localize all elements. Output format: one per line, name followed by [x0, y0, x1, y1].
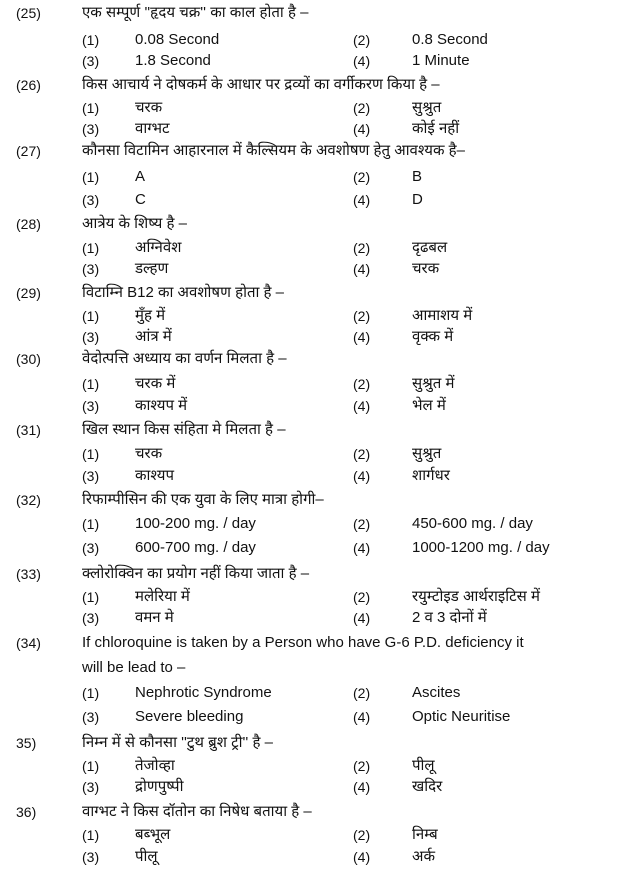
option-number: (1): [82, 100, 100, 116]
option-number: (4): [353, 53, 371, 69]
option-number: (2): [353, 516, 371, 532]
option-number: (4): [353, 398, 371, 414]
question-line: [0, 632, 639, 654]
option-number: (2): [353, 446, 371, 462]
option-text: मुँह में: [135, 307, 166, 324]
option-number: (4): [353, 261, 371, 277]
option-text: आंत्र में: [135, 328, 172, 345]
question-line: [0, 732, 639, 754]
option-text: तेजोव्हा: [135, 757, 175, 774]
question-text: will be lead to –: [82, 659, 186, 676]
question-number: (29): [16, 285, 41, 301]
option-text: वमन मे: [135, 609, 174, 626]
option-number: (3): [82, 540, 100, 556]
option-text: वृक्क में: [412, 328, 454, 345]
option-number: (4): [353, 779, 371, 795]
question-number: (27): [16, 143, 41, 159]
option-text: शार्गधर: [412, 467, 450, 484]
options-row: [0, 189, 639, 211]
question-line-continued: [0, 657, 639, 679]
question-number: (30): [16, 351, 41, 367]
option-number: (4): [353, 121, 371, 137]
question-line: [0, 282, 639, 304]
options-row: [0, 29, 639, 51]
option-text: दृढबल: [412, 239, 448, 256]
option-text: चरक: [135, 445, 163, 462]
question-text: किस आचार्य ने दोषकर्म के आधार पर द्रव्यों का वर्गीकरण किया है –: [82, 76, 440, 93]
option-number: (3): [82, 398, 100, 414]
options-row: [0, 607, 639, 629]
question-line: [0, 419, 639, 441]
option-text: चरक में: [135, 375, 176, 392]
option-number: (3): [82, 192, 100, 208]
option-text: 0.8 Second: [412, 31, 488, 48]
option-text: Optic Neuritise: [412, 708, 511, 725]
option-text: Severe bleeding: [135, 708, 244, 725]
option-text: कोई नहीं: [412, 120, 460, 137]
option-text: डल्हण: [135, 260, 169, 277]
option-number: (3): [82, 779, 100, 795]
option-number: (1): [82, 758, 100, 774]
option-number: (4): [353, 192, 371, 208]
option-text: 1 Minute: [412, 52, 470, 69]
question-number: (33): [16, 566, 41, 582]
option-number: (2): [353, 32, 371, 48]
option-text: 1.8 Second: [135, 52, 211, 69]
option-number: (2): [353, 376, 371, 392]
option-text: निम्ब: [412, 826, 438, 843]
option-text: सुश्रुत: [412, 99, 442, 116]
option-text: 0.08 Second: [135, 31, 220, 48]
option-number: (2): [353, 240, 371, 256]
option-text: अर्क: [412, 848, 435, 865]
question-text: कौनसा विटामिन आहारनाल में कैल्सियम के अवशोषण हेतु आवश्यक है–: [82, 142, 465, 159]
question-text: एक सम्पूर्ण ''हृदय चक्र'' का काल होता है –: [82, 4, 309, 21]
option-text: अग्निवेश: [135, 239, 182, 256]
question-number: (34): [16, 635, 41, 651]
option-number: (4): [353, 610, 371, 626]
option-number: (3): [82, 121, 100, 137]
options-row: [0, 465, 639, 487]
options-row: [0, 706, 639, 728]
question-line: [0, 801, 639, 823]
question-text: विटाम्नि B12 का अवशोषण होता है –: [82, 284, 285, 301]
question-text: निम्न में से कौनसा ''टुथ ब्रुश ट्री'' है –: [82, 734, 273, 751]
option-number: (4): [353, 468, 371, 484]
options-row: [0, 166, 639, 188]
option-number: (1): [82, 827, 100, 843]
question-number: (25): [16, 5, 41, 21]
option-text: चरक: [412, 260, 440, 277]
option-text: B: [412, 168, 423, 185]
options-row: [0, 237, 639, 259]
options-row: [0, 537, 639, 559]
option-number: (3): [82, 53, 100, 69]
option-text: A: [135, 168, 146, 185]
question-text: आत्रेय के शिष्य है –: [82, 215, 187, 232]
options-row: [0, 50, 639, 72]
option-text: भेल में: [412, 397, 446, 414]
option-number: (3): [82, 468, 100, 484]
option-text: पीलू: [135, 848, 158, 865]
option-text: वाग्भट: [135, 120, 170, 137]
option-text: सुश्रुत में: [412, 375, 455, 392]
option-number: (1): [82, 32, 100, 48]
option-text: बब्भूल: [135, 826, 171, 843]
option-text: Nephrotic Syndrome: [135, 684, 272, 701]
option-text: काश्यप: [135, 467, 175, 484]
option-number: (2): [353, 827, 371, 843]
option-text: सुश्रुत: [412, 445, 442, 462]
options-row: [0, 755, 639, 777]
options-row: [0, 586, 639, 608]
options-row: [0, 258, 639, 280]
options-row: [0, 824, 639, 846]
question-line: [0, 348, 639, 370]
option-text: 450-600 mg. / day: [412, 515, 533, 532]
option-number: (1): [82, 376, 100, 392]
option-number: (1): [82, 446, 100, 462]
options-row: [0, 118, 639, 140]
option-number: (1): [82, 169, 100, 185]
question-number: 36): [16, 804, 37, 820]
option-number: (2): [353, 758, 371, 774]
option-number: (1): [82, 685, 100, 701]
options-row: [0, 326, 639, 348]
question-text: वाग्भट ने किस दॉतोन का निषेध बताया है –: [82, 803, 312, 820]
question-number: (32): [16, 492, 41, 508]
option-text: 1000-1200 mg. / day: [412, 539, 550, 556]
question-text: रिफाम्पीसिन की एक युवा के लिए मात्रा होगी–: [82, 491, 324, 508]
option-number: (4): [353, 709, 371, 725]
option-number: (3): [82, 261, 100, 277]
question-number: (26): [16, 77, 41, 93]
options-row: [0, 305, 639, 327]
option-text: चरक: [135, 99, 163, 116]
option-number: (3): [82, 329, 100, 345]
option-number: (1): [82, 589, 100, 605]
option-number: (2): [353, 100, 371, 116]
option-number: (3): [82, 610, 100, 626]
question-line: [0, 140, 639, 162]
option-text: रयुम्टोइड आर्थराइटिस में: [412, 588, 540, 605]
option-text: Ascites: [412, 684, 461, 701]
option-text: खदिर: [412, 778, 443, 795]
question-line: [0, 74, 639, 96]
option-text: पीलू: [412, 757, 435, 774]
option-number: (1): [82, 516, 100, 532]
options-row: [0, 846, 639, 868]
option-number: (2): [353, 169, 371, 185]
options-row: [0, 97, 639, 119]
option-text: आमाशय में: [412, 307, 473, 324]
option-number: (4): [353, 540, 371, 556]
question-text: क्लोरोक्विन का प्रयोग नहीं किया जाता है –: [82, 565, 310, 582]
option-number: (2): [353, 589, 371, 605]
question-text: If chloroquine is taken by a Person who have G-6 P.D. deficiency it: [82, 634, 524, 651]
options-row: [0, 443, 639, 465]
option-number: (2): [353, 685, 371, 701]
option-text: D: [412, 191, 423, 208]
question-number: 35): [16, 735, 37, 751]
question-text: वेदोत्पत्ति अध्याय का वर्णन मिलता है –: [82, 350, 287, 367]
options-row: [0, 373, 639, 395]
option-text: 600-700 mg. / day: [135, 539, 256, 556]
option-number: (4): [353, 329, 371, 345]
options-row: [0, 776, 639, 798]
options-row: [0, 513, 639, 535]
question-text: खिल स्थान किस संहिता मे मिलता है –: [82, 421, 286, 438]
option-number: (3): [82, 849, 100, 865]
option-text: काश्यप में: [135, 397, 188, 414]
options-row: [0, 682, 639, 704]
question-number: (31): [16, 422, 41, 438]
option-number: (3): [82, 709, 100, 725]
option-number: (1): [82, 308, 100, 324]
options-row: [0, 395, 639, 417]
question-line: [0, 2, 639, 24]
option-text: द्रोणपुष्पी: [135, 778, 184, 795]
question-line: [0, 489, 639, 511]
option-number: (1): [82, 240, 100, 256]
option-text: C: [135, 191, 146, 208]
option-number: (2): [353, 308, 371, 324]
question-line: [0, 563, 639, 585]
option-text: मलेरिया में: [135, 588, 190, 605]
option-number: (4): [353, 849, 371, 865]
question-number: (28): [16, 216, 41, 232]
option-text: 100-200 mg. / day: [135, 515, 256, 532]
option-text: 2 व 3 दोनों में: [412, 609, 487, 626]
question-line: [0, 213, 639, 235]
